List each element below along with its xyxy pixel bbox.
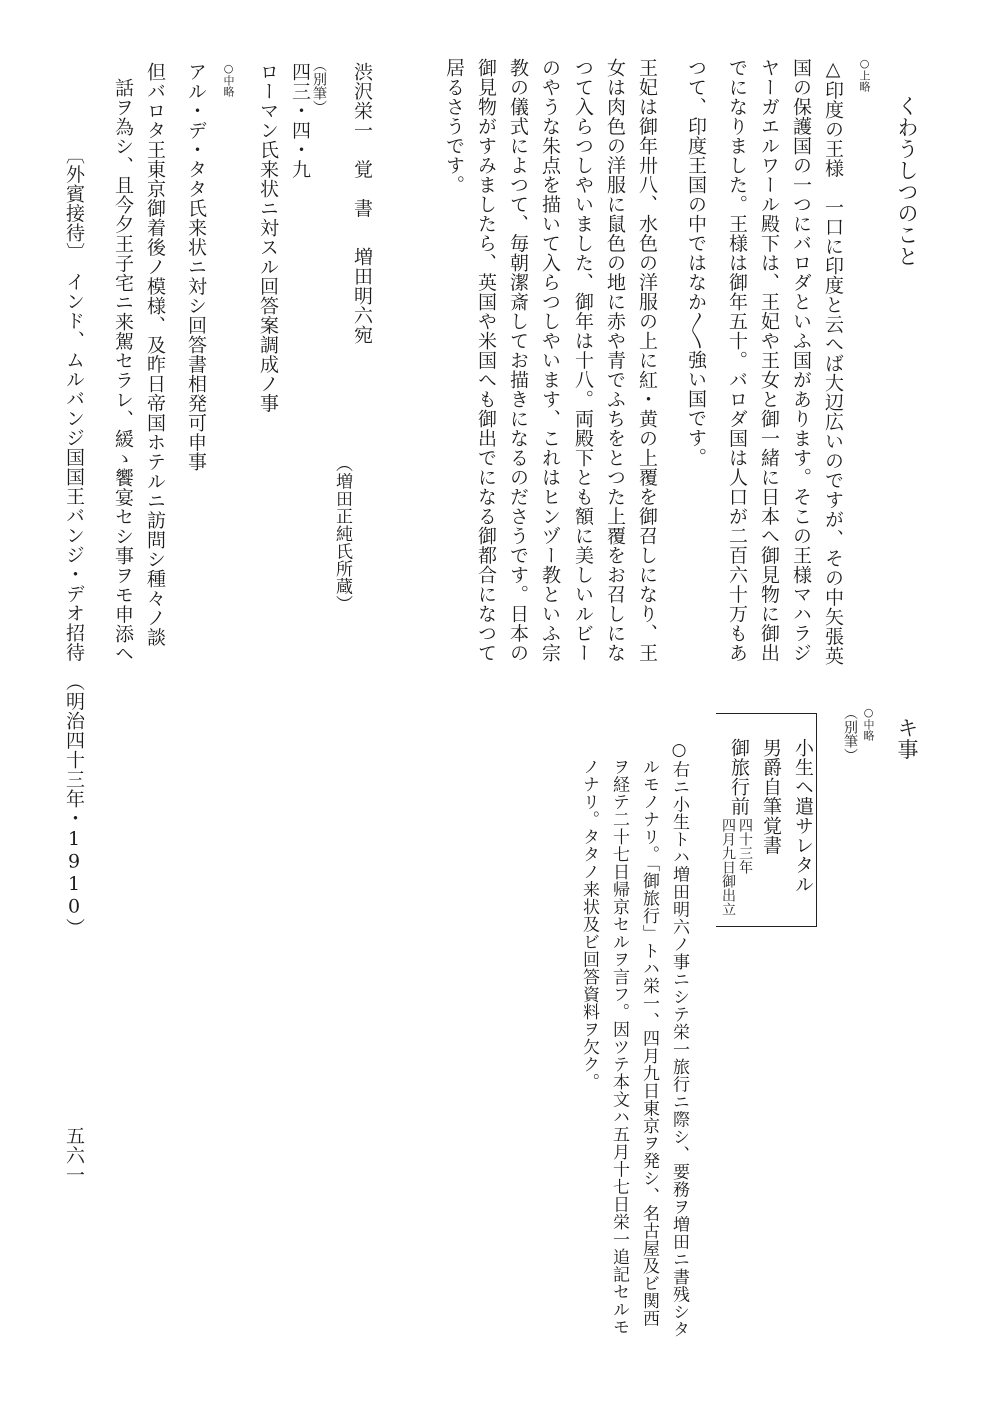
omission-mark: ○上略 bbox=[858, 57, 871, 92]
editor-note-line-1: ○右ニ小生トハ増田明六ノ事ニシテ栄一旅行ニ際シ、要務ヲ増田ニ書残シタ bbox=[669, 740, 689, 1338]
omission-mark: ○中略 bbox=[222, 62, 235, 97]
memo-date: 四三・四・九 bbox=[289, 62, 311, 179]
memo-owner: （増田正純氏所蔵） bbox=[332, 455, 352, 613]
memo-item: 但バロタ王東京御着後ノ模様、及昨日帝国ホテルニ訪問シ種々ノ談 bbox=[144, 62, 166, 647]
alternate-hand-note: （別筆） bbox=[842, 706, 858, 762]
boxed-caption-line: 小生ヘ遣サレタル bbox=[792, 738, 814, 894]
page-number: 五六一 bbox=[63, 1126, 85, 1185]
boxed-caption-note: 四月九日御出立 bbox=[720, 818, 736, 916]
boxed-caption-line: 御旅行前 bbox=[728, 738, 750, 816]
boxed-caption-note: 四十三年 bbox=[737, 818, 753, 874]
body-line-7: 女は肉色の洋服に鼠色の地に赤や青でふちをとつた上覆をお召しにな bbox=[604, 58, 626, 663]
body-line-2: 国の保護国の一つにバロダといふ国があります。そこの王様マハラジ bbox=[790, 58, 812, 663]
body-line-5: つて、印度王国の中ではなか〳〵強い国です。 bbox=[685, 58, 707, 467]
body-line-9: のやうな朱点を描いて入らつしやいます、これはヒンヅー教といふ宗 bbox=[539, 58, 561, 663]
alternate-hand-note: （別筆） bbox=[311, 58, 327, 114]
memo-author: 増田明六宛 bbox=[351, 247, 373, 345]
body-line-8: つて入らつしやいました、御年は十八。両殿下とも額に美しいルビー bbox=[572, 58, 594, 663]
article-title: くわうしつのこと bbox=[895, 95, 919, 267]
body-line-4: でになりました。王様は御年五十。バロダ国は人口が二百六十万もあ bbox=[726, 58, 748, 663]
omission-mark: ○中略 bbox=[862, 706, 875, 741]
body-line-1: △印度の王様 一口に印度と云へば大辺広いのですが、その中矢張英 bbox=[822, 58, 844, 666]
editor-note-line-3: ヲ経テ二十七日帰京セルヲ言フ。因ツテ本文ハ五月十七日栄一追記セルモ bbox=[609, 758, 629, 1336]
body-line-11: 御見物がすみましたら、英国や米国へも御出でになる御都合になつて bbox=[475, 58, 497, 663]
body-line-10: 教の儀式によつて、毎朝潔斎してお描きになるのださうです。日本の bbox=[507, 58, 529, 663]
running-header: 〔外賓接待〕 インド、ムルバンジ国国王バンジ・デオ招待 （明治四十三年・1910） bbox=[63, 145, 85, 938]
memo-item: ローマン氏来状ニ対スル回答案調成ノ事 bbox=[257, 62, 279, 413]
body-line-12: 居るさうです。 bbox=[443, 58, 465, 195]
editor-note-line-4: ノナリ。タタノ来状及ビ回答資料ヲ欠ク。 bbox=[579, 758, 599, 1091]
memo-title: 渋沢栄一 覚 書 bbox=[351, 62, 373, 218]
memo-item: アル・デ・タタ氏来状ニ対シ回答書相発可申事 bbox=[185, 62, 207, 472]
editor-note-line-2: ルモノナリ。「御旅行」トハ栄一、四月九日東京ヲ発シ、名古屋及ビ関西 bbox=[639, 758, 659, 1327]
body-line-6: 王妃は御年卅八、水色の洋服の上に紅・黄の上覆を御召しになり、王 bbox=[636, 58, 658, 663]
section-heading: キ事 bbox=[895, 717, 919, 760]
body-line-3: ヤーガエルワール殿下は、王妃や王女と御一緒に日本へ御見物に御出 bbox=[758, 58, 780, 663]
memo-item: 話ヲ為シ、且今夕王子宅ニ来駕セラレ、緩ゝ饗宴セシ事ヲモ申添ヘ bbox=[112, 78, 134, 663]
boxed-caption-line: 男爵自筆覚書 bbox=[760, 738, 782, 855]
